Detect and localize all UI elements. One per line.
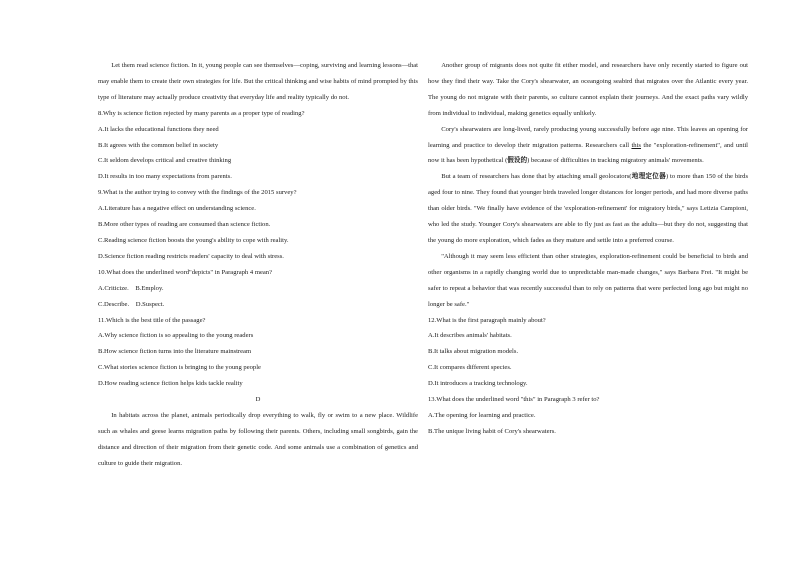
section-heading: D [255,396,261,404]
option-9c: C.Reading science fiction boosts the young's ability to cope with reality. [98,236,289,244]
chinese-gloss: 假设的 [507,156,528,165]
option-13b: B.The unique living habit of Cory's shearwaters. [428,427,556,435]
question-13-text-end: in Paragraph 3 refer to? [535,396,600,404]
option-9d: D.Science fiction reading restricts readers' capacity to deal with stress. [98,252,284,260]
question-10 [98,265,418,281]
option-11d: D.How reading science fiction helps kids tackle reality [98,380,243,388]
option-13a: A.The opening for learning and practice. [428,411,536,419]
question-13 [428,392,748,408]
question-10-text: 10.What does the underlined word [98,268,190,276]
options-10ab: A.Criticize. B.Employ. [98,284,164,292]
option-11a: A.Why science fiction is so appealing to the young readers [98,332,254,340]
question-8: 8.Why is science fiction rejected by many parents as a proper type of reading? [98,109,305,117]
option-12d: D.It introduces a tracking technology. [428,380,528,388]
paragraph-text: But a team of researchers has done that by attaching small geolocators( [441,173,632,181]
option-8b: B.It agrees with the common belief in society [98,141,219,149]
passage-paragraph: Let them read science fiction. In it, young people can see themselves—coping, surviving and learning lessons—that may enable them to create their own strategies for life. But the critical thinking and wise habits of mind prompted by this type of literature may actually produce creativity that everyday life and reality typically do not. [98,62,418,101]
underlined-word: this [631,141,641,149]
question-9: 9.What is the author trying to convey with the findings of the 2015 survey? [98,189,297,197]
option-12b: B.It talks about migration models. [428,348,519,356]
option-11b: B.How science fiction turns into the literature mainstream [98,348,252,356]
underlined-word: "depicts" [189,268,214,276]
option-8c: C.It seldom develops critical and creative thinking [98,157,232,165]
option-8d: D.It results in too many expectations from parents. [98,173,232,181]
paragraph-text: ) to more than 150 of the birds aged four to nine. They found that younger birds traveled longer distances for longer periods, and had more diverse paths than older birds. "We finally have evidence of the 'exploration-refinement' for migratory birds," says Letizia Campioni, who led the study. Younger Cory's shearwaters are able to fly just as fast as the adults—but they do not, suggesting that the young do more exploration, which fades as they mature and settle into a preferred course. [428,173,749,244]
option-8a: A.It lacks the educational functions they need [98,125,219,133]
option-9a: A.Literature has a negative effect on understanding science. [98,205,256,213]
paragraph-text: ) because of difficulties in tracking migratory animals' movements. [527,157,704,165]
paragraph-text: Cory's shearwaters are long-lived, rarely producing young successfully before age nine. This leaves an opening for learning and practice to develop their migration patterns. Researchers call [428,125,748,149]
question-12: 12.What is the first paragraph mainly about? [428,316,546,324]
passage-paragraph: Another group of migrants does not quite fit either model, and researchers have only recently started to figure out how they find their way. Take the Cory's shearwater, an oceangoing seabird that migrates over the Atlantic every year. The young do not migrate with their parents, so culture cannot explain their journeys. And the exact paths vary wildly from individual to individual, making genetics equally unlikely. [428,62,748,117]
option-12a: A.It describes animals' habitats. [428,332,512,340]
option-12c: C.It compares different species. [428,364,512,372]
passage-paragraph: In habitats across the planet, animals periodically drop everything to walk, fly or swim to a new place. Wildlife such as whales and geese learns migration paths by following their parents. Others, including small songbirds, gain the distance and direction of their migration from their genetic code. And some animals use a combination of genetics and culture to guide their migration. [98,411,418,467]
question-11: 11.Which is the best title of the passage? [98,316,206,324]
options-10cd: C.Describe. D.Suspect. [98,300,165,308]
chinese-gloss: 地理定位器 [631,172,666,181]
passage-paragraph [428,169,748,249]
option-11c: C.What stories science fiction is bringing to the young people [98,364,261,372]
passage-paragraph [428,122,748,170]
paragraph-text: the "exploration-refinement", and until now it has been hypothetical ( [428,141,749,165]
right-column [428,58,748,440]
option-9b: B.More other types of reading are consumed than science fiction. [98,221,271,229]
left-column [98,58,418,472]
underlined-word: "this" [520,396,536,404]
question-13-text: 13.What does the underlined word [428,396,521,404]
question-10-text-end: in Paragraph 4 mean? [213,268,273,276]
passage-paragraph: "Although it may seem less efficient than other strategies, exploration-refinement could be beneficial to birds and other organisms in a rapidly changing world due to unpredictable man-made changes," says Barbara Frei. "It might be safer to repeat a behavior that was recently successful than to rely on patterns that were perfected long ago but might no longer be safe." [428,252,748,308]
